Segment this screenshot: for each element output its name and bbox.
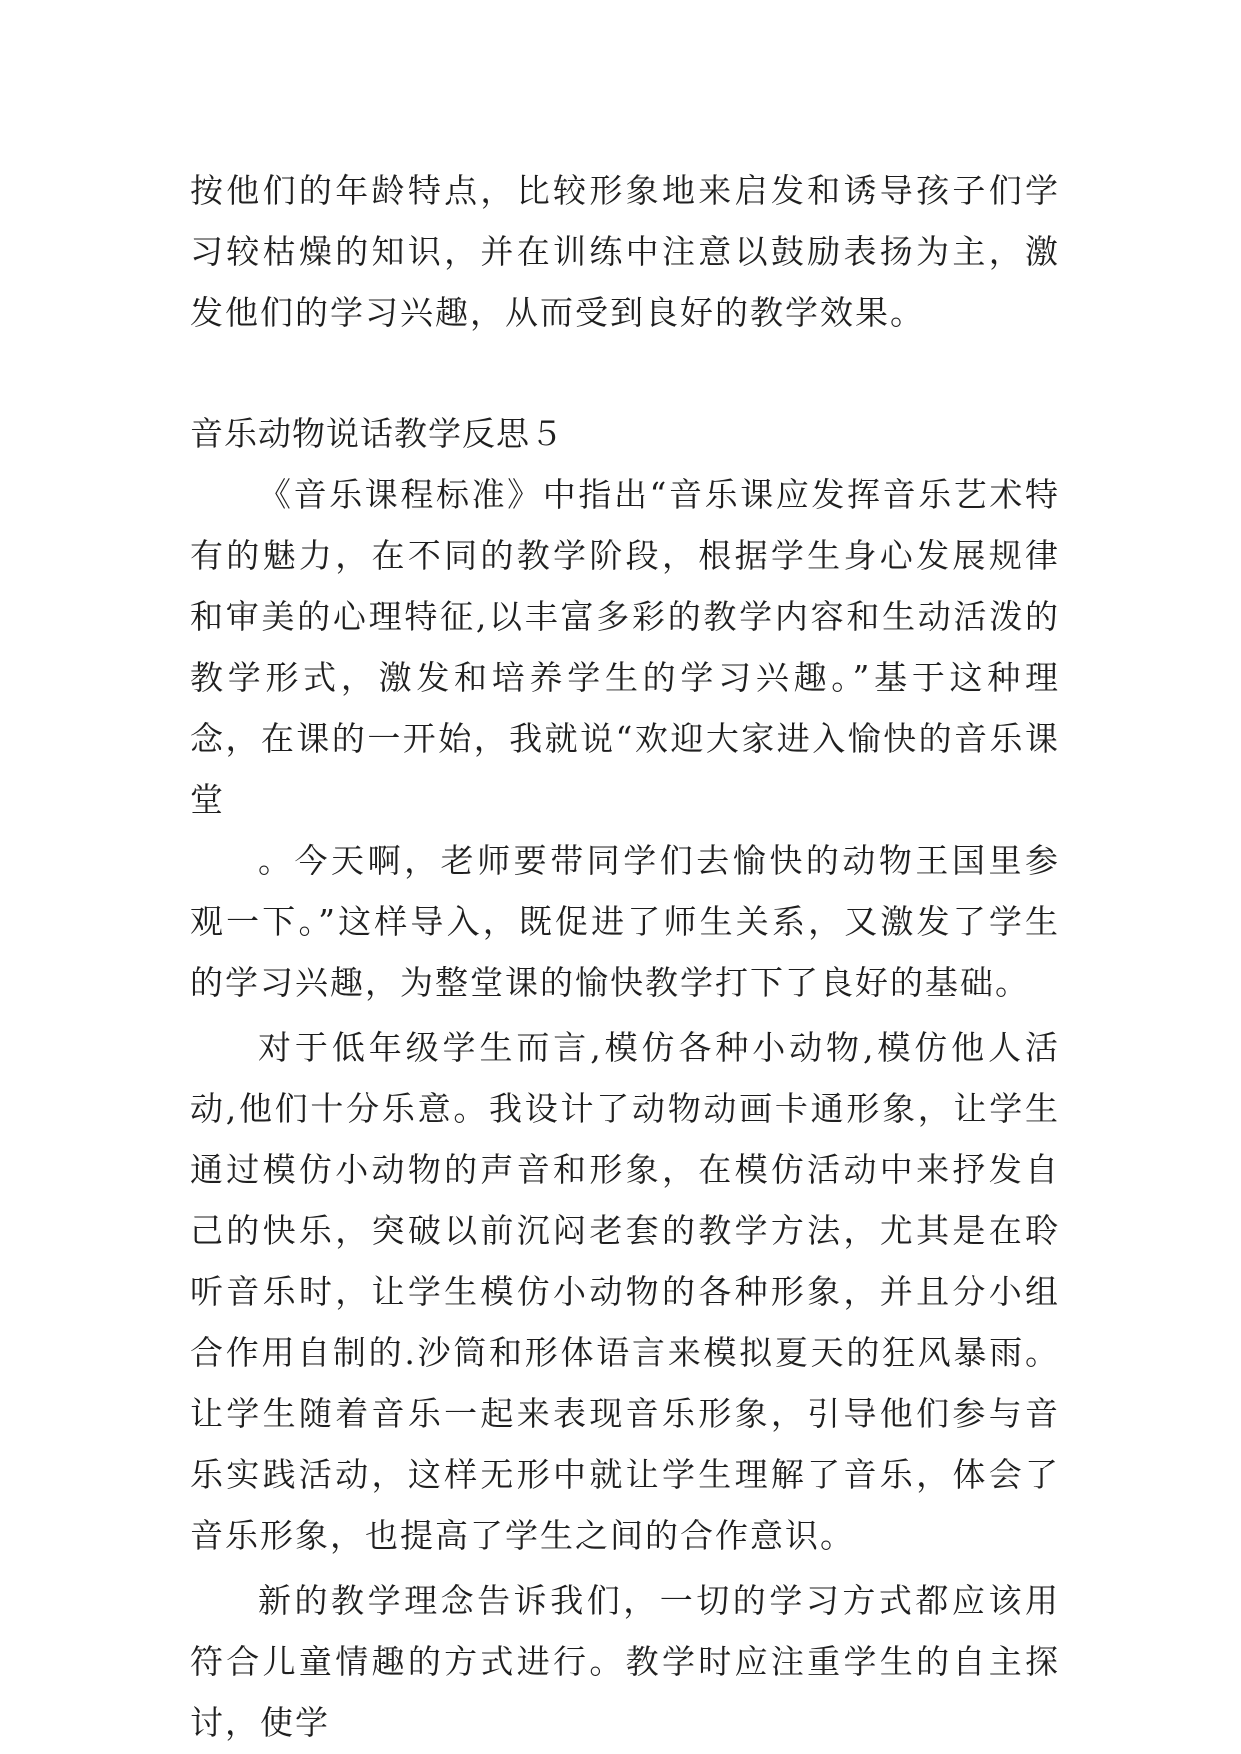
paragraph-1: 《音乐课程标准》中指出“音乐课应发挥音乐艺术特有的魅力，在不同的教学阶段，根据学生身心发展规律和审美的心理特征,以丰富多彩的教学内容和生动活泼的教学形式，激发和培养学生的学习兴趣。”基于这种理念，在课的一开始，我就说“欢迎大家进入愉快的音乐课堂 <box>190 475 1060 819</box>
document-body <box>190 160 1060 1753</box>
paragraph-2: 。今天啊，老师要带同学们去愉快的动物王国里参观一下。”这样导入，既促进了师生关系，又激发了学生的学习兴趣，为整堂课的愉快教学打下了良好的基础。 <box>190 841 1060 1002</box>
paragraph-4: 新的教学理念告诉我们，一切的学习方式都应该用符合儿童情趣的方式进行。教学时应注重学生的自主探讨，使学 <box>190 1581 1060 1742</box>
paragraph-3: 对于低年级学生而言,模仿各种小动物,模仿他人活动,他们十分乐意。我设计了动物动画卡通形象，让学生通过模仿小动物的声音和形象，在模仿活动中来抒发自己的快乐，突破以前沉闷老套的教学方法，尤其是在聆听音乐时，让学生模仿小动物的各种形象，并且分小组合作用自制的.沙筒和形体语言来模拟夏天的狂风暴雨。让学生随着音乐一起来表现音乐形象，引导他们参与音乐实践活动，这样无形中就让学生理解了音乐，体会了音乐形象，也提高了学生之间的合作意识。 <box>190 1028 1060 1555</box>
section-title: 音乐动物说话教学反思５ <box>190 414 564 453</box>
paragraph-intro: 按他们的年龄特点，比较形象地来启发和诱导孩子们学习较枯燥的知识，并在训练中注意以鼓励表扬为主，激发他们的学习兴趣，从而受到良好的教学效果。 <box>190 171 1060 332</box>
